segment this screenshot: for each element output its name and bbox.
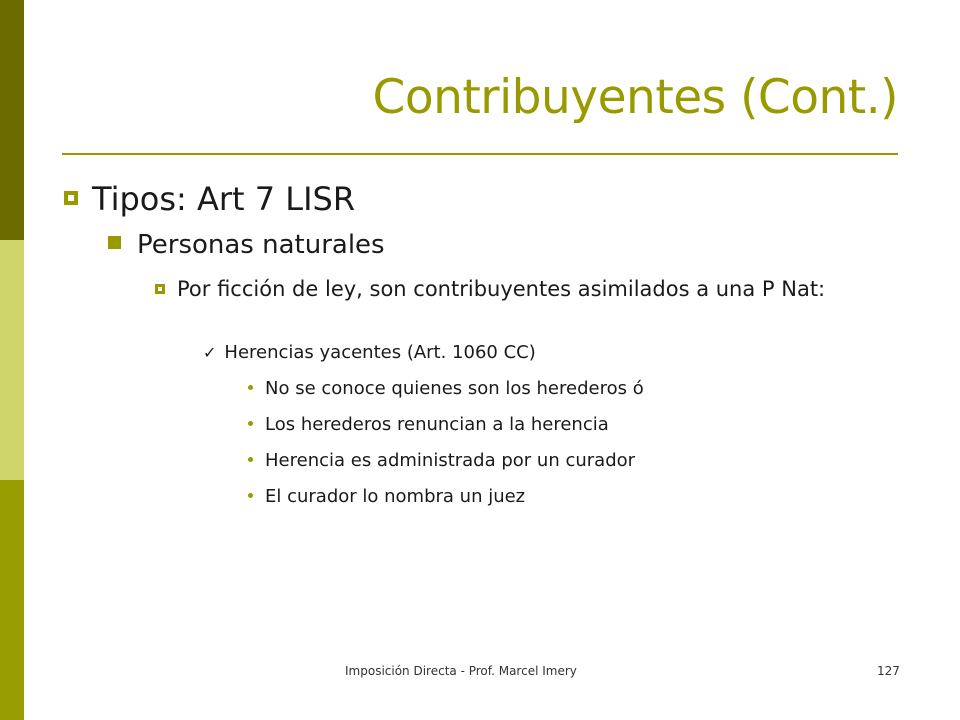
left-band-middle — [0, 240, 24, 480]
check-mark-icon: ✓ — [203, 342, 217, 362]
dot-bullet-icon — [248, 457, 253, 462]
bullet-level-1-text: Tipos: Art 7 LISR — [92, 180, 356, 218]
bullet-level-5-item — [248, 414, 609, 435]
bullet-level-5-text: Herencia es administrada por un curador — [265, 450, 636, 471]
bullet-level-5-text: No se conoce quienes son los herederos ó — [265, 378, 644, 399]
bullet-level-3-text: Por ficción de ley, son contribuyentes asimilados a una P Nat: — [177, 277, 826, 301]
dot-bullet-icon — [248, 421, 253, 426]
bullet-level-2-text: Personas naturales — [137, 230, 385, 260]
dot-bullet-icon — [248, 385, 253, 390]
page-number: 127 — [877, 664, 900, 678]
hollow-square-bullet-icon — [155, 284, 165, 294]
bullet-level-4 — [203, 342, 536, 363]
dot-bullet-icon — [248, 493, 253, 498]
bullet-level-5-item — [248, 378, 644, 399]
bullet-level-5-text: Los herederos renuncian a la herencia — [265, 414, 609, 435]
bullet-level-5-item — [248, 450, 635, 471]
footer-caption: Imposición Directa - Prof. Marcel Imery — [345, 664, 577, 678]
slide-title: Contribuyentes (Cont.) — [372, 70, 898, 125]
title-underline — [62, 153, 898, 155]
left-band-bottom — [0, 480, 24, 720]
bullet-level-3 — [155, 274, 877, 304]
bullet-level-4-text: Herencias yacentes (Art. 1060 CC) — [224, 342, 536, 363]
hollow-square-bullet-icon — [64, 191, 78, 205]
solid-square-bullet-icon — [108, 236, 121, 249]
bullet-level-5-text: El curador lo nombra un juez — [265, 486, 526, 507]
bullet-level-5-item — [248, 486, 525, 507]
bullet-level-1 — [64, 180, 355, 218]
left-band-top — [0, 0, 24, 240]
bullet-level-2 — [108, 230, 385, 260]
